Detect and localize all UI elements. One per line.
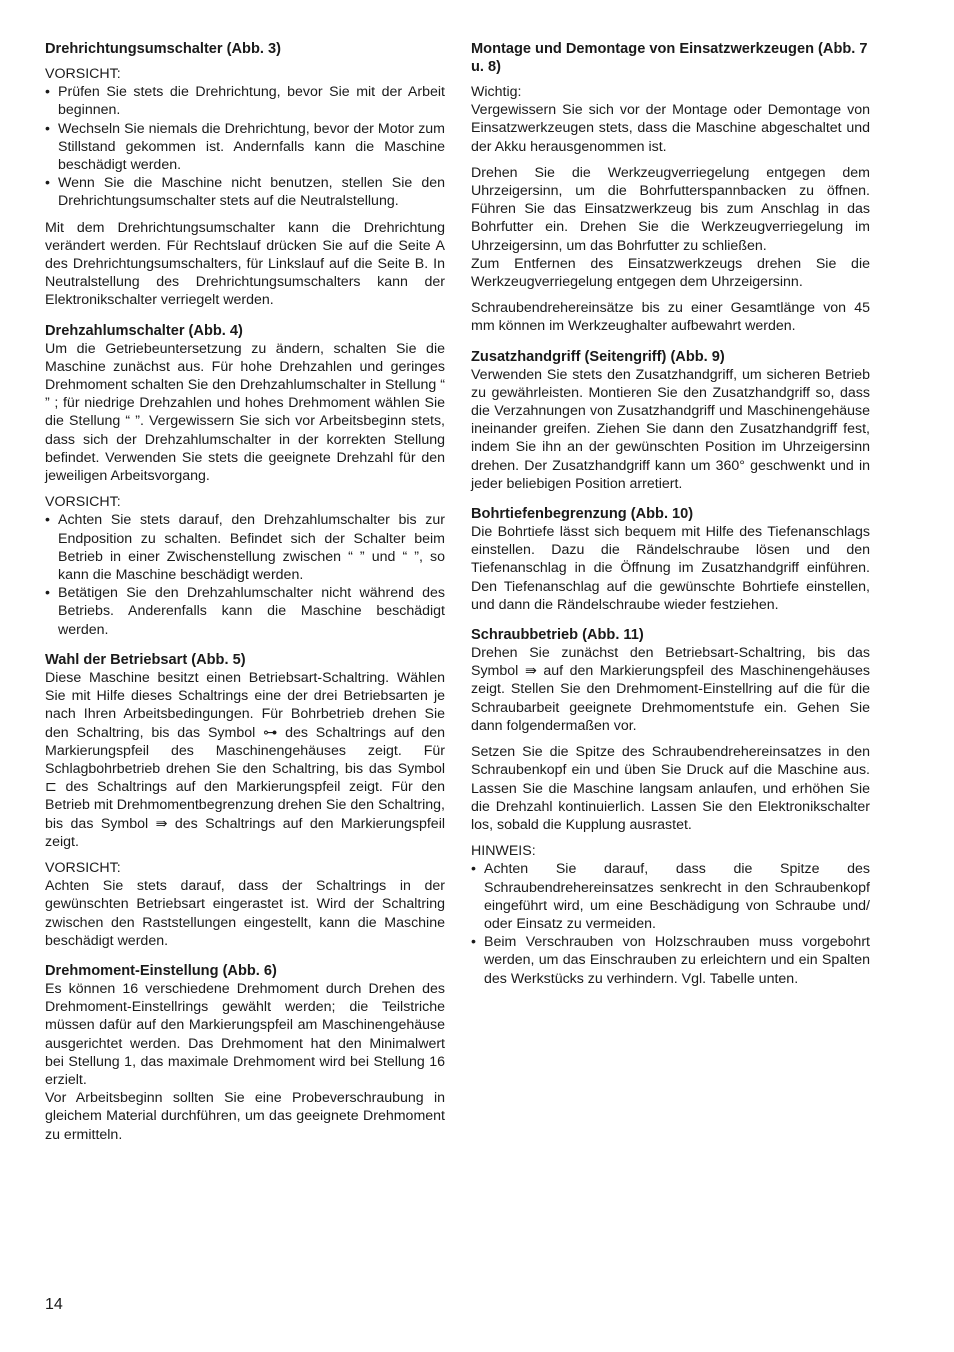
screwdriver-symbol-icon: ⇛ — [155, 815, 168, 832]
section-heading: Zusatzhandgriff (Seitengriff) (Abb. 9) — [471, 348, 725, 365]
caution-list — [45, 511, 445, 638]
section-heading: Drehmoment-Einstellung (Abb. 6) — [45, 962, 277, 979]
left-column — [45, 40, 445, 1156]
important-label: Wichtig: — [471, 84, 522, 100]
note-list — [471, 860, 870, 987]
paragraph: Die Bohrtiefe lässt sich bequem mit Hilfe des Tiefenanschlags einstellen. Dazu die Rändelschraube lösen und den Tiefenanschlag in die Öffnung im Zusatzhandgriff einführen. Den Tiefenanschlag auf die gewünschte Bohrtiefe einstellen, und dann die Rändelschraube wieder festziehen. — [471, 524, 870, 613]
list-item: • Wenn Sie die Maschine nicht benutzen, stellen Sie den Drehrichtungsumschalter stets auf die Neutralstellung. — [45, 174, 445, 210]
text-segment: des Schaltrings auf den Markierungspfeil zeigt. Für den Betrieb mit Drehmomentbegrenzung drehen Sie den Schaltring, bis das Symbol — [45, 779, 445, 832]
text-segment: des Schaltrings auf den Markierungspfeil zeigt. — [45, 815, 445, 850]
section-schraubbetrieb — [471, 626, 870, 988]
paragraph: Zum Entfernen des Einsatzwerkzeugs drehen Sie die Werkzeugverriegelung entgegen dem Uhrzeigersinn. — [471, 255, 870, 291]
section-heading: Drehrichtungsumschalter (Abb. 3) — [45, 41, 281, 57]
paragraph: Es können 16 verschiedene Drehmoment durch Drehen des Drehmoment-Einstellrings gewählt werden; die Teilstriche müssen dafür auf den Markierungspfeil am Maschinengehäuse ausgerichtet werden. Das Drehmoment hat den Minimalwert bei Stellung 1, das maximale Drehmoment wird bei Stellung 16 erzielt. — [45, 980, 445, 1088]
list-item: • Wechseln Sie niemals die Drehrichtung, bevor der Motor zum Stillstand gekommen ist. Andernfalls kann die Maschine beschädigt werden. — [45, 120, 445, 175]
paragraph: Achten Sie stets darauf, dass der Schaltrings in der gewünschten Betriebsart eingerastet ist. Wird der Schaltring zwischen den Raststellungen eingestellt, kann die Maschine beschädigt werden. — [45, 878, 445, 949]
text-segment: Diese Maschine besitzt einen Betriebsart-Schaltring. Wählen Sie mit Hilfe dieses Schaltrings eine der drei Betriebsarten je nach Ihren Arbeitsbedingungen. Für Bohrbetrieb drehen Sie den Schaltring, bis das Symbol — [45, 669, 445, 741]
section-drehmoment — [45, 962, 445, 1144]
section-heading: Montage und Demontage von Einsatzwerkzeugen (Abb. 7 u. 8) — [471, 41, 868, 75]
paragraph: Drehen Sie die Werkzeugverriegelung entgegen dem Uhrzeigersinn, um die Bohrfutterspannbacken zu öffnen. Führen Sie das Einsatzwerkzeug bis zum Anschlag in das Bohrfutter ein. Drehen Sie die Werkzeugverriegelung im Uhrzeigersinn, um das Bohrfutter zu schließen. — [471, 164, 870, 254]
screwdriver-symbol-icon: ⇛ — [524, 663, 537, 680]
paragraph: Schraubendrehereinsätze bis zu einer Gesamtlänge von 45 mm können im Werkzeughalter aufbewahrt werden. — [471, 300, 870, 335]
page-number: 14 — [45, 1296, 63, 1313]
paragraph: Um die Getriebeuntersetzung zu ändern, schalten Sie die Maschine zunächst aus. Für hohe Drehzahlen und geringes Drehmoment schalten Sie den Drehzahlumschalter in Stellung “ ” ; für niedrige Drehzahlen und hohes Drehmoment wählen Sie die Stellung “ ”. Vergewissern Sie sich vor Arbeitsbeginn stets, dass sich der Drehzahlumschalter in der korrekten Stellung befindet. Verwenden Sie stets die geeignete Drehzahl für den jeweiligen Arbeitsvorgang. — [45, 340, 445, 485]
caution-label: VORSICHT: — [45, 494, 121, 511]
paragraph: Vergewissern Sie sich vor der Montage oder Demontage von Einsatzwerkzeugen stets, dass die Maschine abgeschaltet und der Akku herausgenommen ist. — [471, 102, 870, 155]
section-bohrtiefenbegrenzung — [471, 505, 870, 614]
list-item: • Prüfen Sie stets die Drehrichtung, bevor Sie mit der Arbeit beginnen. — [45, 83, 445, 119]
right-column — [471, 40, 870, 1000]
hammer-drill-symbol-icon: ⊏ — [45, 779, 57, 796]
text-segment: Drehen Sie zunächst den Betriebsart-Schaltring, bis das Symbol — [471, 645, 870, 680]
section-heading: Drehzahlumschalter (Abb. 4) — [45, 322, 243, 339]
list-item: • Achten Sie darauf, dass die Spitze des Schraubendrehereinsatzes senkrecht in den Schraubenkopf eingeführt wird, um eine Beschädigung von Schraube und/ oder Einsatz zu vermeiden. — [471, 860, 870, 933]
paragraph — [471, 644, 870, 735]
section-drehzahlumschalter — [45, 322, 445, 639]
section-drehrichtungsumschalter — [45, 40, 445, 310]
section-heading: Bohrtiefenbegrenzung (Abb. 10) — [471, 506, 694, 523]
section-betriebsart — [45, 651, 445, 950]
caution-list — [45, 83, 445, 210]
list-item: • Beim Verschrauben von Holzschrauben muss vorgebohrt werden, um das Einschrauben zu erleichtern und ein Spalten des Werkstücks zu verhindern. Vgl. Tabelle unten. — [471, 933, 870, 988]
section-heading: Schraubbetrieb (Abb. 11) — [471, 627, 644, 644]
caution-label: VORSICHT: — [45, 859, 121, 876]
paragraph: Setzen Sie die Spitze des Schraubendrehereinsatzes in den Schraubenkopf ein und üben Sie Druck auf die Maschine aus. Lassen Sie die Maschine langsam anlaufen, und erhöhen Sie die Drehzahl kontinuierlich. Lassen Sie den Elektronikschalter los, sobald die Kupplung ausrastet. — [471, 744, 870, 833]
text-segment: auf den Markierungspfeil des Maschinengehäuses zeigt. Stellen Sie den Drehmoment-Einstellring auf die für die Schraubarbeit geeignete Drehmomentstufe ein. Gehen Sie dann folgendermaßen vor. — [471, 663, 871, 734]
section-heading: Wahl der Betriebsart (Abb. 5) — [45, 651, 246, 668]
section-zusatzhandgriff — [471, 348, 870, 493]
caution-label: VORSICHT: — [45, 66, 121, 82]
paragraph: Verwenden Sie stets den Zusatzhandgriff, um sicheren Betrieb zu gewährleisten. Montieren Sie den Zusatzhandgriff so, dass die Verzahnungen von Zusatzhandgriff und Maschinengehäuse ineinander greifen. Ziehen Sie dann den Zusatzhandgriff fest, indem Sie ihn an der gewünschten Position im Uhrzeigersinn drehen. Der Zusatzhandgriff kann um 360° geschwenkt und in jeder beliebigen Position arretiert. — [471, 366, 870, 492]
list-item: • Betätigen Sie den Drehzahlumschalter nicht während des Betriebs. Anderenfalls kann die Maschine beschädigt werden. — [45, 584, 445, 639]
list-item: • Achten Sie stets darauf, den Drehzahlumschalter bis zur Endposition zu schalten. Befindet sich der Schalter beim Betrieb in einer Zwischenstellung zwischen “ ” und “ ”, so kann die Maschine beschädigt werden. — [45, 511, 445, 584]
section-montage — [471, 40, 870, 336]
text-segment: des Schaltrings auf den Markierungspfeil des Maschinengehäuses zeigt. Für Schlagbohrbetrieb drehen Sie den Schaltring, bis das Symbol — [45, 724, 446, 777]
paragraph: Mit dem Drehrichtungsumschalter kann die Drehrichtung verändert werden. Für Rechtslauf drücken Sie auf die Seite A des Drehrichtungsumschalters, für Linkslauf auf die Seite B. In Neutralstellung des Drehrichtungsumschalters kann der Elektronikschalter verriegelt werden. — [45, 219, 445, 309]
paragraph: Vor Arbeitsbeginn sollten Sie eine Probeverschraubung in gleichem Material durchführen, um das geeignete Drehmoment zu ermitteln. — [45, 1090, 445, 1143]
paragraph — [45, 669, 445, 851]
note-label: HINWEIS: — [471, 843, 536, 860]
drill-symbol-icon: ⊶ — [263, 724, 278, 741]
